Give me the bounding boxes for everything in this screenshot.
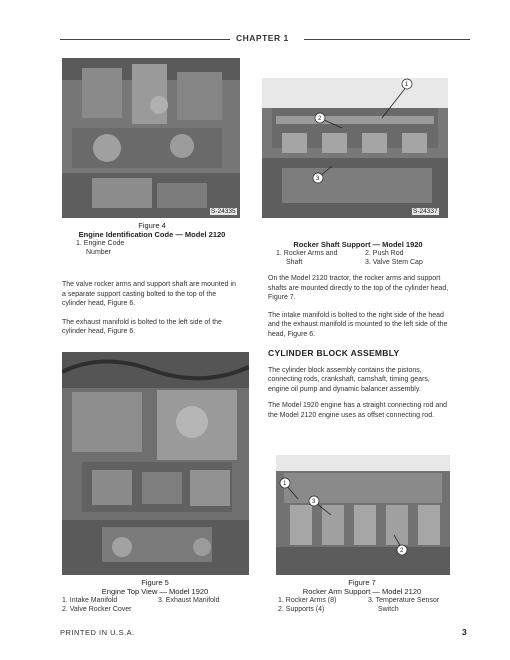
figure-6-legend-item-3: 3. Valve Stem Cap [365, 259, 423, 266]
right-paragraph-4: The Model 1920 engine has a straight connecting rod and the Model 2120 engine uses as offset connecting rod. [268, 402, 448, 419]
figure-6-photo [262, 78, 448, 218]
printed-in-notice: PRINTED IN U.S.A. [60, 628, 135, 637]
figure-4-label: Figure 4 [138, 221, 166, 230]
figure-5-title: Engine Top View — Model 1920 [101, 587, 209, 596]
figure-7-callout-3: 3 [312, 499, 316, 505]
figure-4-legend [62, 239, 242, 257]
chapter-title: CHAPTER 1 [236, 33, 289, 43]
figure-7-callout-1: 1 [283, 481, 287, 487]
figure-7-legend [272, 596, 452, 614]
figure-7-callout-2: 2 [400, 548, 404, 554]
figure-4-legend-item-1-cont: Number [86, 249, 111, 256]
figure-5-legend-item-2: 2. Valve Rocker Cover [62, 606, 132, 613]
right-paragraph-2: The intake manifold is bolted to the right side of the head and the exhaust manifold is mounted to the left side of the head, Figure 6. [268, 311, 448, 338]
figure-4-caption [62, 221, 242, 257]
figure-5-legend-blank [158, 605, 248, 614]
figure-6-legend-item-1-cont: Shaft [286, 259, 303, 266]
figure-6-photo-id: S-24337 [413, 208, 438, 215]
figure-6-legend-item-2: 2. Push Rod [365, 250, 404, 257]
left-column-text [62, 280, 240, 337]
header-rule-left [60, 39, 230, 40]
figure-5-legend-item-3: 3. Exhaust Manifold [158, 597, 220, 604]
right-paragraph-1: On the Model 2120 tractor, the rocker arms and support shafts are mounted directly to the top of the cylinder head, Figure 7. [268, 275, 449, 301]
chapter-header [60, 33, 470, 45]
figure-7-caption [272, 578, 452, 614]
figure-7-photo [276, 455, 450, 575]
header-rule-right [304, 39, 470, 40]
figure-4-photo-id: S-24335 [211, 208, 236, 215]
left-paragraph-1: The valve rocker arms and support shaft are mounted in a separate support casting bolted to the top of the cylinder head, Figure 6. [62, 281, 236, 307]
left-paragraph-2: The exhaust manifold is bolted to the left side of the cylinder head, Figure 6. [62, 318, 222, 335]
figure-5-legend-item-1: 1. Intake Manifold [62, 597, 118, 604]
figure-4-legend-item-1: 1. Engine Code [76, 240, 125, 247]
right-column-text [268, 274, 450, 420]
figure-5-photo [62, 352, 249, 575]
figure-7-legend-item-3: 3. Temperature Sensor [368, 597, 440, 604]
figure-5-caption [62, 578, 248, 614]
figure-6-caption [268, 240, 448, 267]
figure-4-title: Engine Identification Code — Model 2120 [78, 230, 226, 239]
figure-4-photo [62, 58, 240, 218]
figure-6-legend [268, 249, 448, 267]
page-number: 3 [462, 627, 467, 637]
figure-5-legend [62, 596, 248, 614]
right-paragraph-3: The cylinder block assembly contains the pistons, connecting rods, crankshaft, camshaft, timing gears, engine oil pump and dynamic balancer assembly. [268, 366, 430, 393]
figure-7-legend-item-2: 2. Supports (4) [278, 606, 325, 613]
figure-6-title: Rocker Shaft Support — Model 1920 [293, 240, 423, 249]
figure-6-legend-item-1: 1. Rocker Arms and [276, 250, 338, 257]
figure-7-label: Figure 7 [348, 578, 376, 587]
section-title-cylinder-block: CYLINDER BLOCK ASSEMBLY [268, 348, 400, 358]
figure-6-callout-3: 3 [316, 176, 320, 182]
figure-7-legend-item-1: 1. Rocker Arms (8) [278, 597, 337, 604]
figure-6-callout-1: 1 [405, 82, 409, 88]
figure-5-label: Figure 5 [141, 578, 169, 587]
figure-6-callout-2: 2 [318, 116, 322, 122]
figure-7-title: Rocker Arm Support — Model 2120 [302, 587, 422, 596]
figure-7-legend-item-3-cont: Switch [378, 606, 399, 613]
